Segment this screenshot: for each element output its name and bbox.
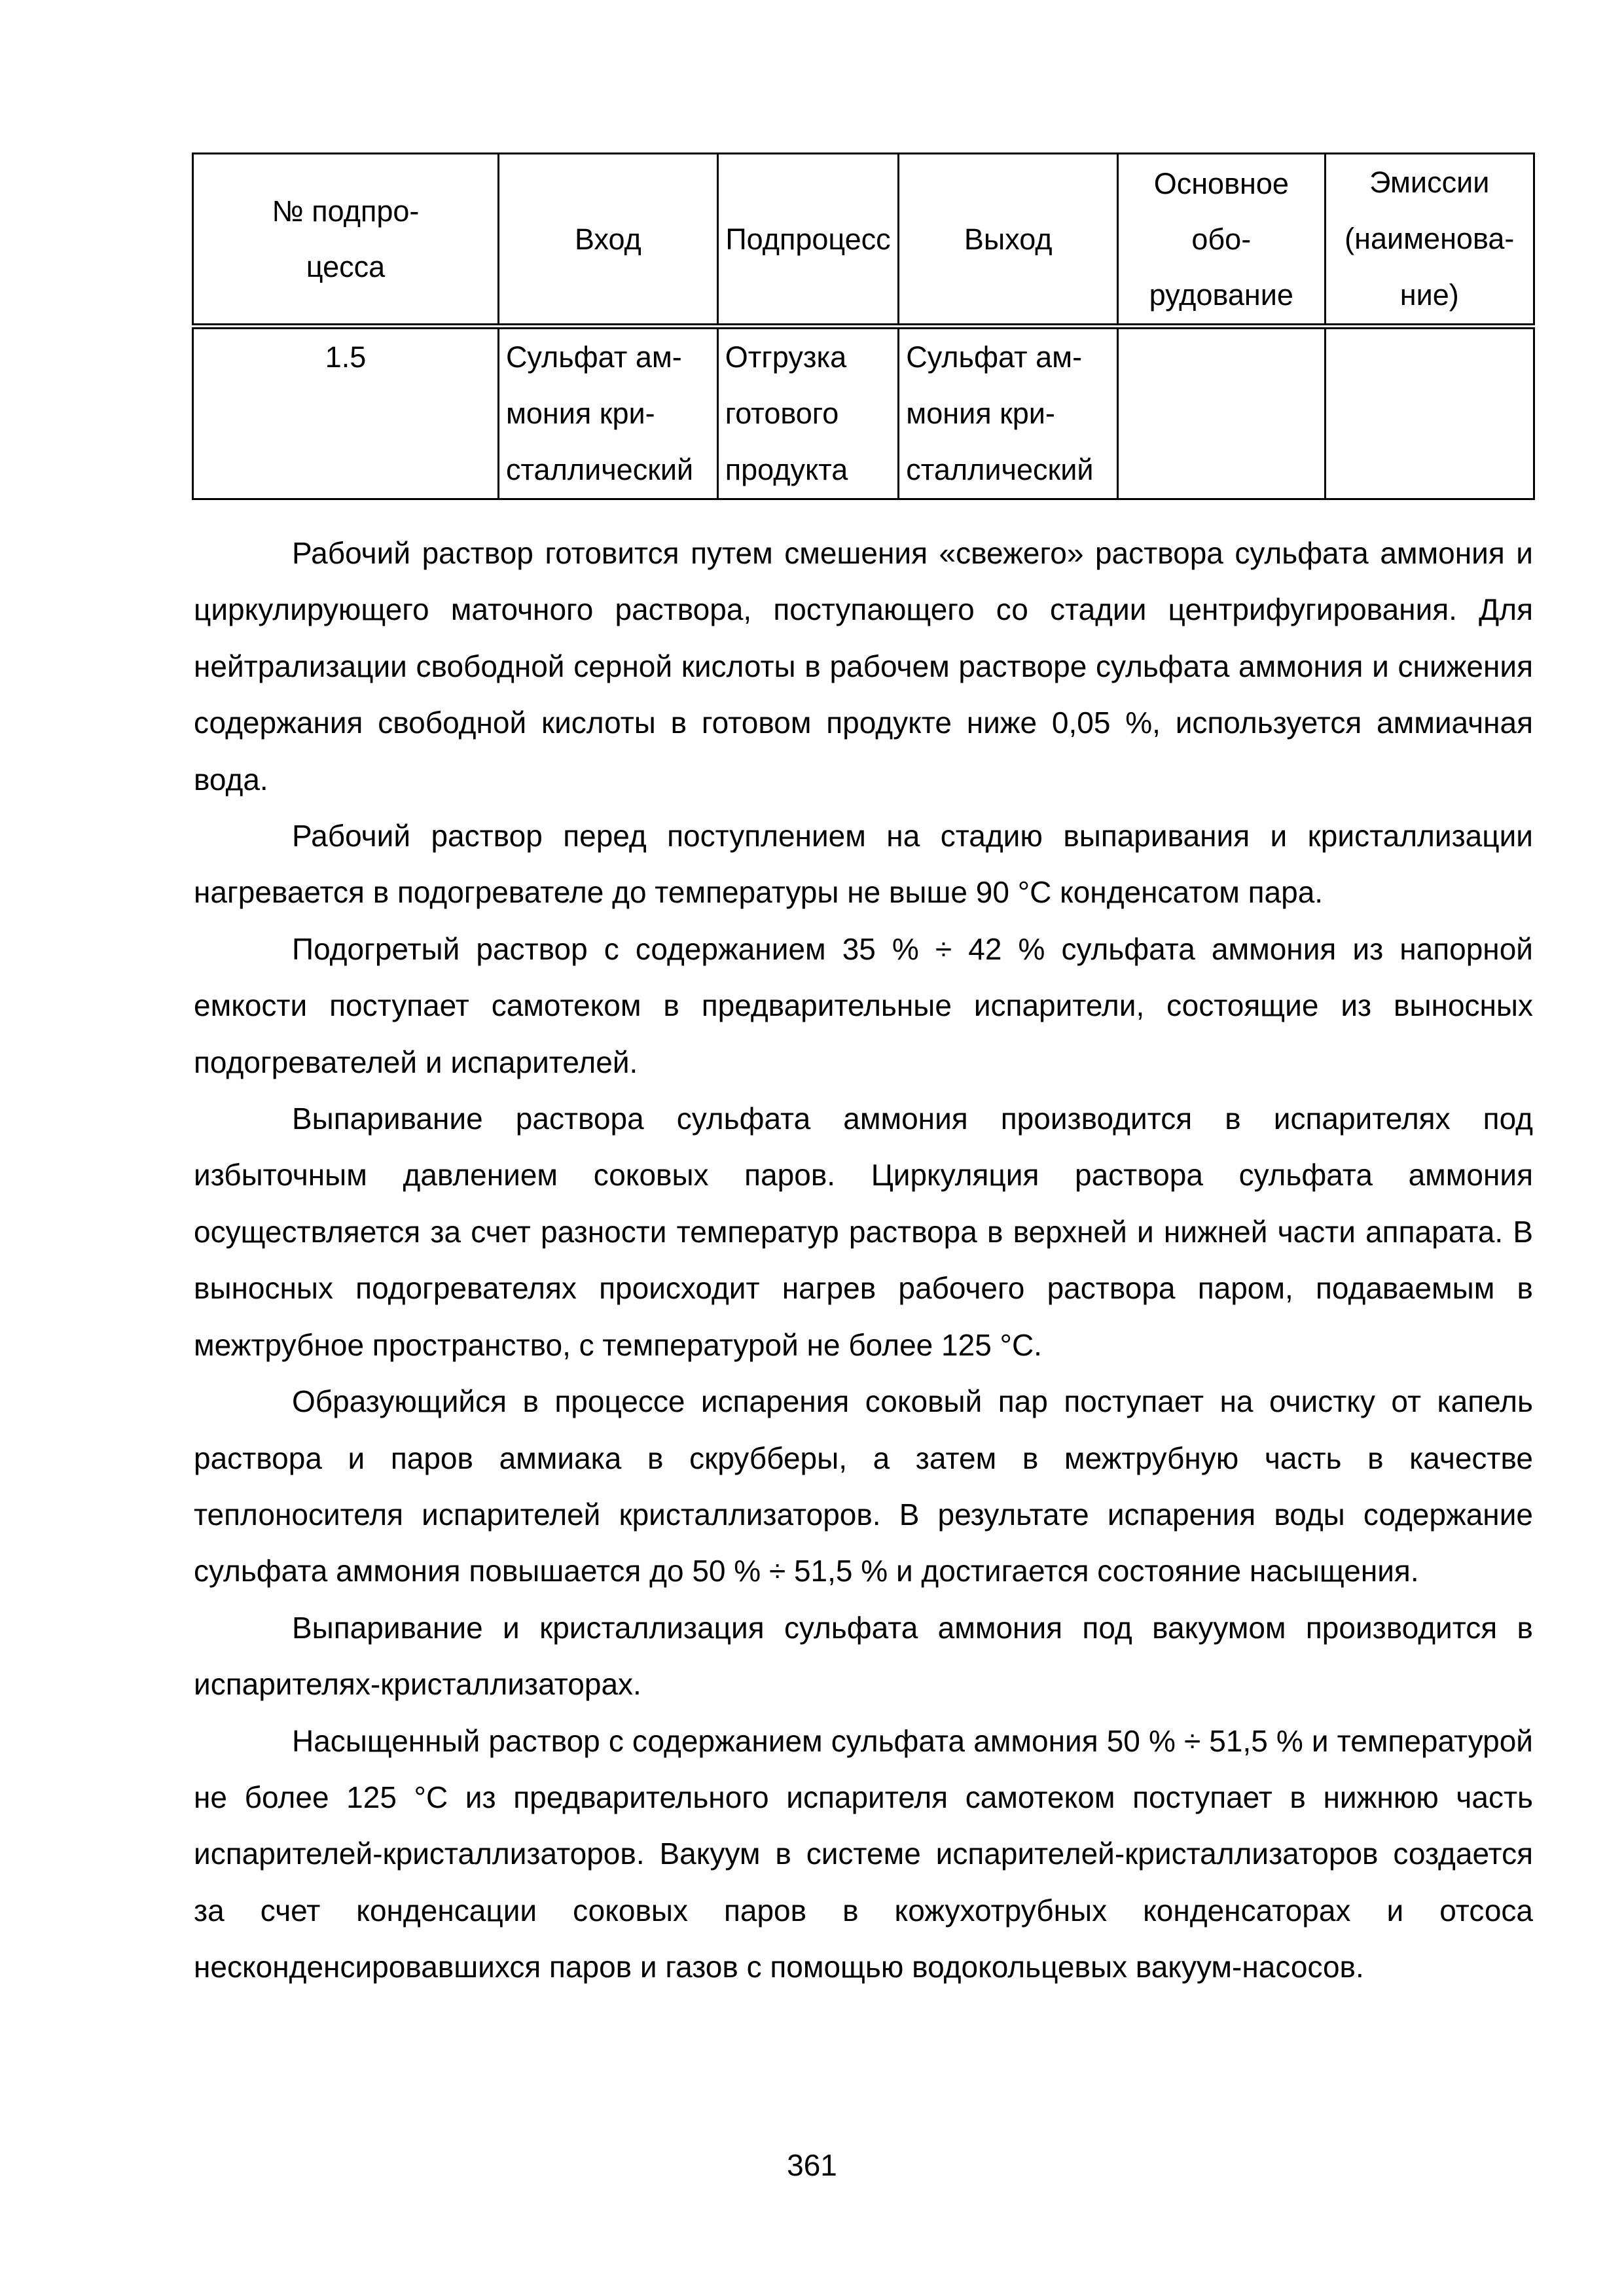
cell-number: 1.5 bbox=[193, 327, 499, 499]
cell-output: Сульфат ам- мония кри- сталлический bbox=[899, 327, 1118, 499]
paragraph: Насыщенный раствор с содержанием сульфата аммония 50 % ÷ 51,5 % и температурой не более 125 °С из предварительного испарителя самотеком поступает в нижнюю часть испарителей-кристаллизаторов. Вакуум в системе испарителей-кристаллизаторов создается за счет конденсации соковых паров в кожухотрубных конденсаторах и отсоса несконденсировавшихся паров и газов с помощью водокольцевых вакуум-насосов. bbox=[194, 1723, 1533, 1984]
paragraph: Выпаривание и кристаллизация сульфата аммония под вакуумом производится в испарителях-кристаллизаторах. bbox=[194, 1610, 1533, 1702]
paragraph: Образующийся в процессе испарения соковый пар поступает на очистку от капель раствора и паров аммиака в скрубберы, а затем в межтрубную часть в качестве теплоносителя испарителей кристаллизаторов. В результате испарения воды содержание сульфата аммония повышается до 50 % ÷ 51,5 % и достигается состояние насыщения. bbox=[194, 1384, 1533, 1588]
paragraph: Рабочий раствор перед поступлением на стадию выпаривания и кристаллизации нагревается в подогревателе до температуры не выше 90 °С конденсатом пара. bbox=[194, 819, 1533, 910]
page-number: 361 bbox=[787, 2148, 837, 2182]
header-subprocess: Подпроцесс bbox=[717, 154, 898, 327]
cell-equipment bbox=[1118, 327, 1325, 499]
cell-subprocess: Отгрузка готового продукта bbox=[717, 327, 898, 499]
header-output: Выход bbox=[899, 154, 1118, 327]
paragraph: Выпаривание раствора сульфата аммония производится в испарителях под избыточным давлением соковых паров. Циркуляция раствора сульфата аммония осуществляется за счет разности температур раствора в верхней и нижней части аппарата. В выносных подогревателях происходит нагрев рабочего раствора паром, подаваемым в межтрубное пространство, с температурой не более 125 °С. bbox=[194, 1102, 1533, 1362]
header-input: Вход bbox=[498, 154, 717, 327]
paragraph: Подогретый раствор с содержанием 35 % ÷ 42 % сульфата аммония из напорной емкости поступает самотеком в предварительные испарители, состоящие из выносных подогревателей и испарителей. bbox=[194, 931, 1533, 1079]
header-equipment: Основное обо- рудование bbox=[1118, 154, 1325, 327]
cell-input: Сульфат ам- мония кри- сталлический bbox=[498, 327, 717, 499]
paragraph: Рабочий раствор готовится путем смешения «свежего» раствора сульфата аммония и циркулирующего маточного раствора, поступающего со стадии центрифугирования. Для нейтрализации свободной серной кислоты в рабочем растворе сульфата аммония и снижения содержания свободной кислоты в готовом продукте ниже 0,05 %, используется аммиачная вода. bbox=[194, 536, 1533, 797]
subprocess-table bbox=[192, 152, 1535, 500]
header-subprocess-number: № подпро- цесса bbox=[193, 154, 499, 327]
cell-emissions bbox=[1325, 327, 1534, 499]
header-emissions: Эмиссии (наименова- ние) bbox=[1325, 154, 1534, 327]
body-text bbox=[194, 525, 1533, 1996]
table-row bbox=[193, 327, 1534, 499]
table-header-row bbox=[193, 154, 1534, 327]
